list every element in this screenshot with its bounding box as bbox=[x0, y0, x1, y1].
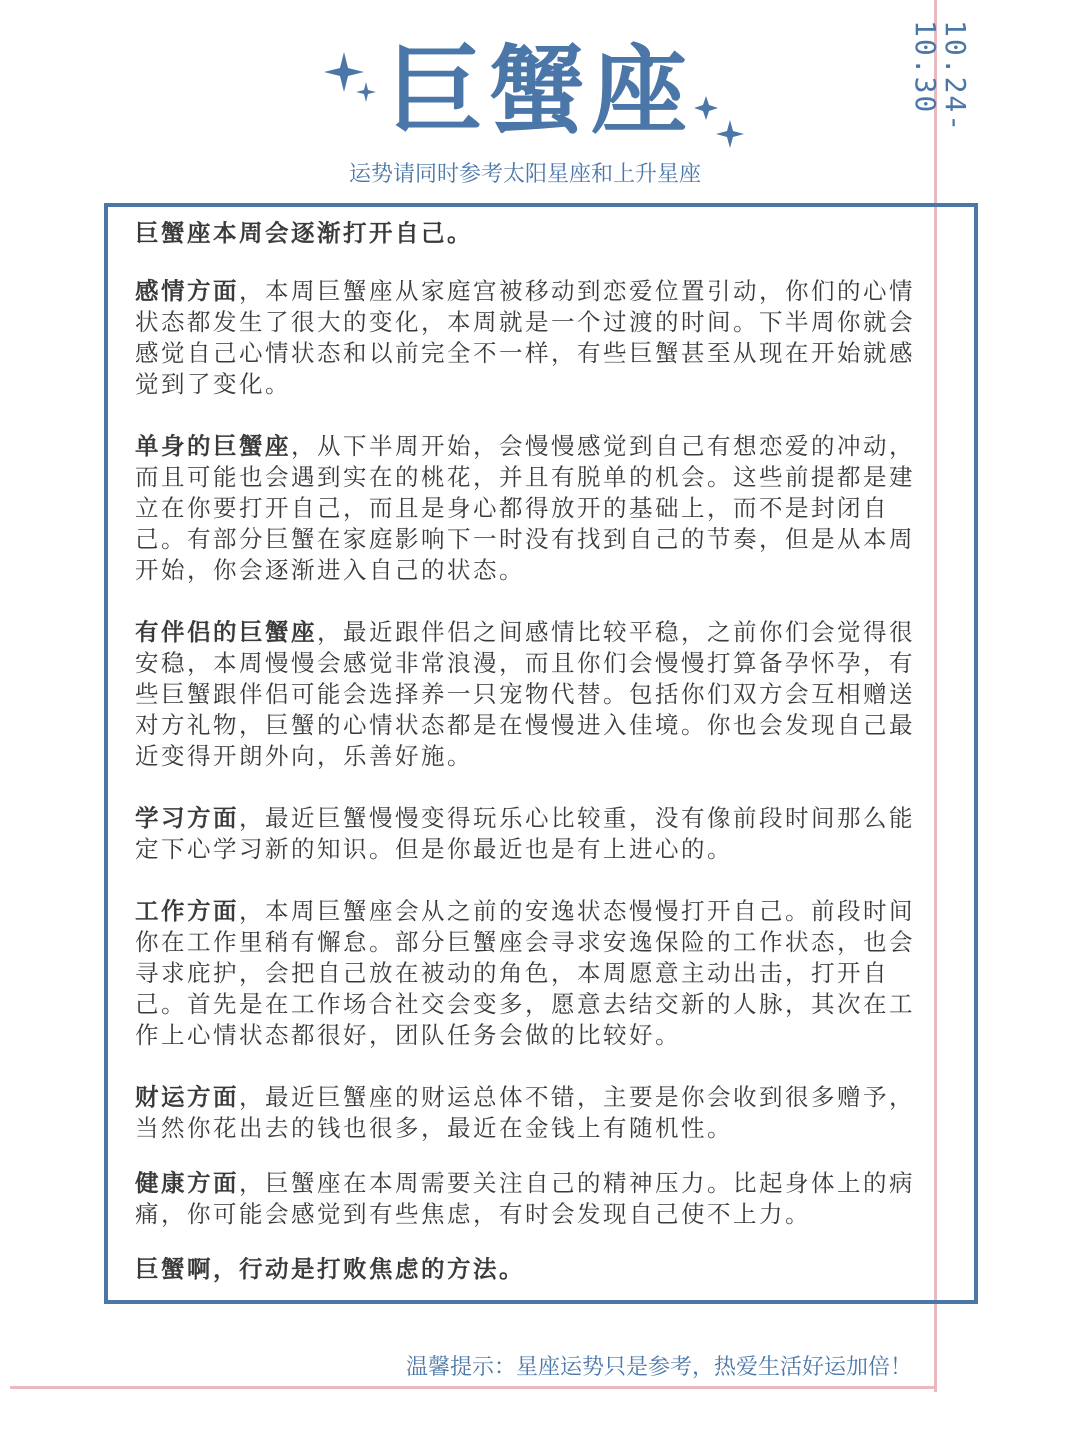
section-love bbox=[135, 276, 915, 400]
section-text: ，本周巨蟹座从家庭宫被移动到恋爱位置引动，你们的心情状态都发生了很大的变化，本周就是一个过渡的时间。下半周你就会感觉自己心情状态和以前完全不一样，有些巨蟹甚至从现在开始就感觉到了变化。 bbox=[135, 277, 915, 398]
section-heading: 感情方面 bbox=[135, 277, 239, 305]
pink-horizontal-line bbox=[10, 1386, 937, 1389]
footer-tip: 温馨提示：星座运势只是参考，热爱生活好运加倍！ bbox=[405, 1355, 912, 1380]
section-single bbox=[135, 431, 915, 586]
section-heading: 学习方面 bbox=[135, 804, 239, 832]
section-heading: 工作方面 bbox=[135, 897, 239, 925]
section-text: ，从下半周开始，会慢慢感觉到自己有想恋爱的冲动，而且可能也会遇到实在的桃花，并且有脱单的机会。这些前提都是建立在你要打开自己，而且是身心都得放开的基础上，而不是封闭自己。有部分巨蟹在家庭影响下一时没有找到自己的节奏，但是从本周开始，你会逐渐进入自己的状态。 bbox=[135, 432, 915, 584]
section-heading: 有伴侣的巨蟹座 bbox=[135, 618, 317, 646]
section-text: ，最近巨蟹慢慢变得玩乐心比较重，没有像前段时间那么能定下心学习新的知识。但是你最近也是有上进心的。 bbox=[135, 804, 915, 863]
section-partnered bbox=[135, 617, 915, 772]
section-heading: 健康方面 bbox=[135, 1169, 239, 1197]
section-text: ，最近巨蟹座的财运总体不错，主要是你会收到很多赠予，当然你花出去的钱也很多，最近在金钱上有随机性。 bbox=[135, 1083, 915, 1142]
intro-line: 巨蟹座本周会逐渐打开自己。 bbox=[135, 219, 473, 247]
subtitle: 运势请同时参考太阳星座和上升星座 bbox=[348, 162, 701, 187]
section-work bbox=[135, 896, 915, 1051]
section-heading: 财运方面 bbox=[135, 1083, 239, 1111]
page-title: 巨蟹座 bbox=[387, 35, 693, 147]
section-text: ，巨蟹座在本周需要关注自己的精神压力。比起身体上的病痛，你可能会感觉到有些焦虑，有时会发现自己使不上力。 bbox=[135, 1169, 915, 1228]
section-study bbox=[135, 803, 915, 865]
section-text: ，最近跟伴侣之间感情比较平稳，之前你们会觉得很安稳，本周慢慢会感觉非常浪漫，而且你们会慢慢打算备孕怀孕，有些巨蟹跟伴侣可能会选择养一只宠物代替。包括你们双方会互相赠送对方礼物，巨蟹的心情状态都是在慢慢进入佳境。你也会发现自己最近变得开朗外向，乐善好施。 bbox=[135, 618, 915, 770]
horoscope-body bbox=[135, 218, 915, 1285]
section-text: ，本周巨蟹座会从之前的安逸状态慢慢打开自己。前段时间你在工作里稍有懈怠。部分巨蟹座会寻求安逸保险的工作状态，也会寻求庇护，会把自己放在被动的角色，本周愿意主动出击，打开自己。首先是在工作场合社交会变多，愿意去结交新的人脉，其次在工作上心情状态都很好，团队任务会做的比较好。 bbox=[135, 897, 915, 1049]
section-health bbox=[135, 1168, 915, 1230]
date-range: 10.24-10.30 bbox=[909, 20, 972, 134]
closing-line: 巨蟹啊，行动是打败焦虑的方法。 bbox=[135, 1255, 525, 1283]
section-heading: 单身的巨蟹座 bbox=[135, 432, 291, 460]
section-wealth bbox=[135, 1082, 915, 1144]
